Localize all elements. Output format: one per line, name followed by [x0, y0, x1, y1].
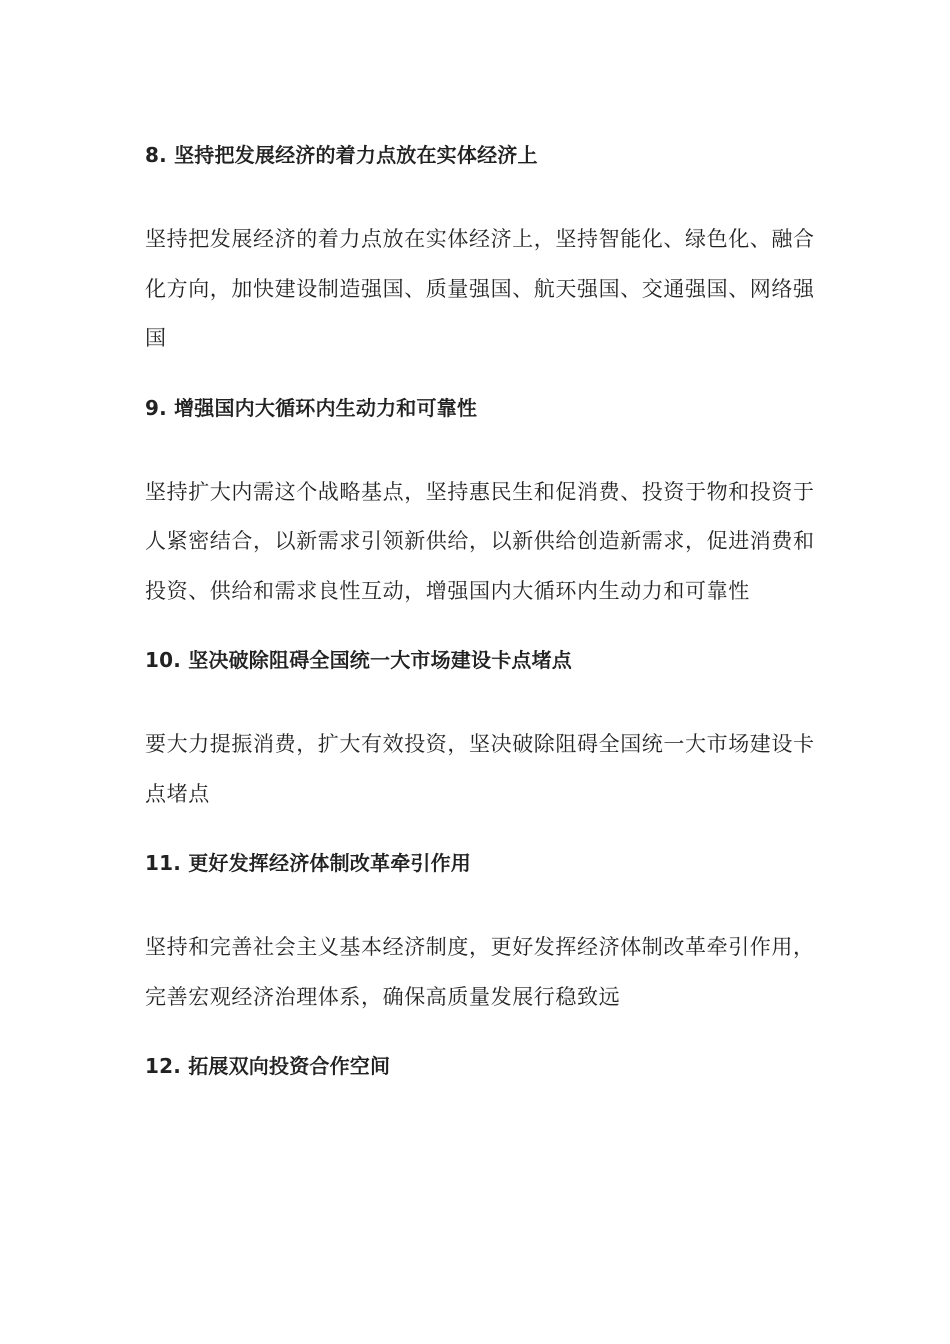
section-heading-11: 11. 更好发挥经济体制改革牵引作用: [145, 851, 471, 875]
section-paragraph-11: 坚持和完善社会主义基本经济制度，更好发挥经济体制改革牵引作用，完善宏观经济治理体系，确保高质量发展行稳致远: [145, 935, 815, 1009]
document-content: [145, 138, 825, 1083]
section-paragraph-8: 坚持把发展经济的着力点放在实体经济上，坚持智能化、绿色化、融合化方向，加快建设制造强国、质量强国、航天强国、交通强国、网络强国: [145, 227, 815, 350]
section-heading-12: 12. 拓展双向投资合作空间: [145, 1054, 391, 1078]
section-heading-10: 10. 坚决破除阻碍全国统一大市场建设卡点堵点: [145, 648, 572, 672]
section-heading-9: 9. 增强国内大循环内生动力和可靠性: [145, 395, 478, 420]
section-paragraph-9: 坚持扩大内需这个战略基点，坚持惠民生和促消费、投资于物和投资于人紧密结合，以新需求引领新供给，以新供给创造新需求，促进消费和投资、供给和需求良性互动，增强国内大循环内生动力和可靠性: [145, 479, 815, 603]
section-paragraph-10: 要大力提振消费，扩大有效投资，坚决破除阻碍全国统一大市场建设卡点堵点: [145, 732, 815, 806]
section-heading-8: 8. 坚持把发展经济的着力点放在实体经济上: [145, 143, 538, 167]
